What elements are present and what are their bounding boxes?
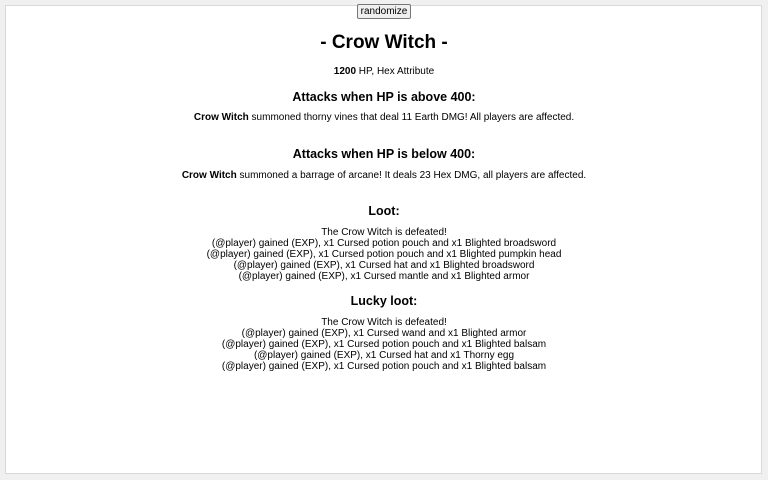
lucky-loot-line: (@player) gained (EXP), x1 Cursed wand and x1 Blighted armor — [241, 327, 527, 339]
attack-high-boss-name: Crow Witch — [193, 112, 249, 123]
lucky-loot-line: The Crow Witch is defeated! — [321, 317, 447, 328]
loot-line: The Crow Witch is defeated! — [321, 227, 447, 238]
attack-high-description — [0, 112, 768, 124]
lucky-loot-line: (@player) gained (EXP), x1 Cursed hat and x1 Thorny egg — [253, 349, 515, 361]
attack-high-heading: Attacks when HP is above 400: — [292, 90, 476, 104]
hp-line — [0, 66, 768, 78]
loot-line: (@player) gained (EXP), x1 Cursed potion pouch and x1 Blighted broadsword — [211, 237, 557, 249]
loot-line: (@player) gained (EXP), x1 Cursed potion pouch and x1 Blighted pumpkin head — [206, 248, 562, 260]
hp-value: 1200 — [333, 66, 357, 77]
top-bar — [0, 0, 768, 20]
loot-list — [0, 228, 768, 283]
lucky-loot-heading: Lucky loot: — [350, 294, 418, 308]
attack-low-heading: Attacks when HP is below 400: — [292, 147, 476, 161]
lucky-loot-line: (@player) gained (EXP), x1 Cursed potion pouch and x1 Blighted balsam — [221, 360, 547, 372]
lucky-loot-line: (@player) gained (EXP), x1 Cursed potion pouch and x1 Blighted balsam — [221, 338, 547, 350]
attack-low-text: summoned a barrage of arcane! It deals 23 Hex DMG, all players are affected. — [236, 170, 587, 181]
randomize-button[interactable]: randomize — [357, 4, 411, 19]
attack-low-description — [0, 170, 768, 182]
loot-line: (@player) gained (EXP), x1 Cursed mantle and x1 Blighted armor — [238, 270, 530, 282]
boss-title: - Crow Witch - — [320, 32, 448, 53]
attack-low-boss-name: Crow Witch — [181, 170, 237, 181]
hp-attribute: HP, Hex Attribute — [356, 66, 435, 77]
attack-high-text: summoned thorny vines that deal 11 Earth DMG! All players are affected. — [248, 112, 575, 123]
loot-heading: Loot: — [368, 204, 400, 218]
loot-line: (@player) gained (EXP), x1 Cursed hat and x1 Blighted broadsword — [233, 259, 535, 271]
lucky-loot-list — [0, 318, 768, 373]
